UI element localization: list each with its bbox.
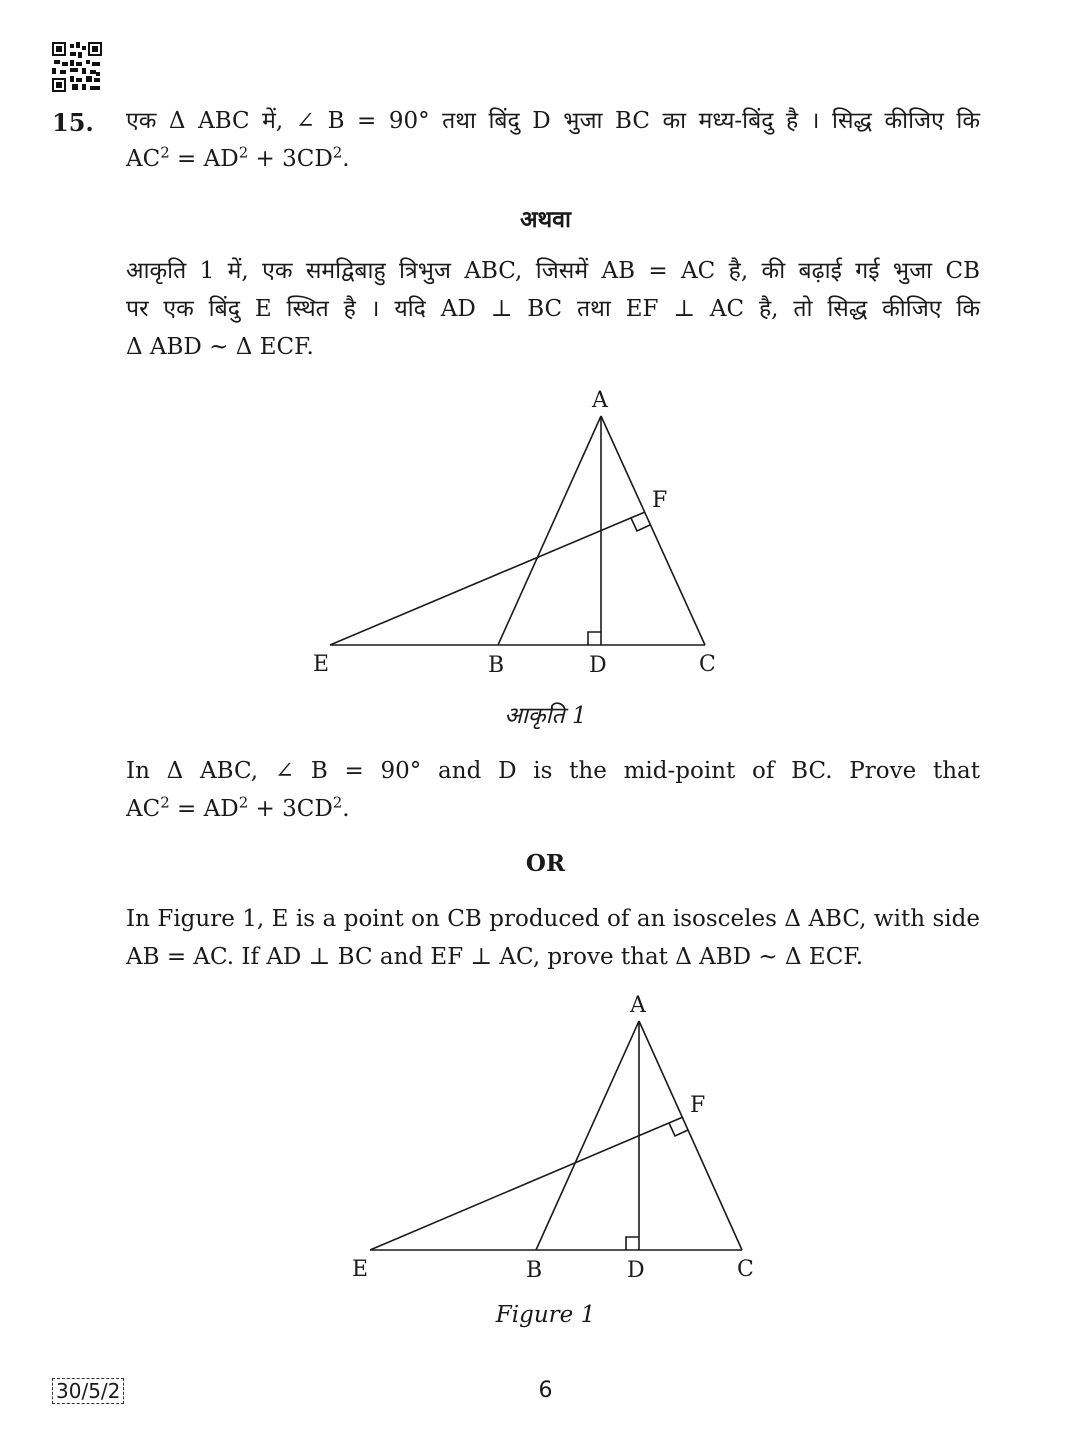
right-angle-d — [588, 632, 601, 645]
right-angle-d — [626, 1237, 639, 1250]
english-q2-line1: In Figure 1, E is a point on CB produced of an isosceles Δ ABC, with side — [126, 906, 980, 932]
hindi-triangle-figure — [300, 385, 740, 685]
english-q1-equation: $AC^2 = AD^2 + 3CD^2$. — [126, 793, 350, 822]
label-e: E — [352, 1257, 369, 1282]
english-q1-line1: In Δ ABC, ∠ B = 90° and D is the mid-point of BC. Prove that — [126, 758, 980, 784]
label-d: D — [589, 653, 607, 678]
label-a: A — [630, 993, 646, 1018]
english-or-label: OR — [525, 850, 566, 877]
hindi-or-label: अथवा — [519, 206, 571, 233]
page-number: 6 — [538, 1378, 553, 1403]
right-angle-f — [631, 518, 650, 531]
perpendicular-ef — [330, 512, 645, 645]
perpendicular-ef — [370, 1117, 683, 1250]
hindi-question-2 — [126, 252, 980, 366]
hindi-q2-line3: Δ ABD ~ Δ ECF. — [126, 334, 314, 360]
side-ac — [639, 1021, 742, 1250]
hindi-figure-caption: आकृति 1 — [504, 703, 587, 729]
side-ab — [498, 416, 601, 645]
label-e: E — [313, 652, 330, 677]
side-ac — [601, 416, 705, 645]
paper-code: 30/5/2 — [52, 1378, 124, 1404]
hindi-q1-line1: एक Δ ABC में, ∠ B = 90° तथा बिंदु D भुजा BC का मध्य-बिंदु है । सिद्ध कीजिए कि — [126, 108, 980, 134]
label-c: C — [737, 1257, 754, 1282]
english-figure-caption: Figure 1 — [495, 1302, 596, 1328]
label-f: F — [652, 488, 668, 513]
english-question-2 — [126, 900, 980, 976]
hindi-question-1 — [126, 102, 980, 178]
qr-code — [52, 42, 102, 92]
hindi-q1-equation: $AC^2 = AD^2 + 3CD^2$. — [126, 143, 350, 172]
question-number: 15. — [52, 108, 94, 137]
english-q2-line2: AB = AC. If AD ⊥ BC and EF ⊥ AC, prove that Δ ABD ~ Δ ECF. — [126, 944, 863, 970]
label-a: A — [592, 388, 608, 413]
english-triangle-figure — [340, 990, 780, 1290]
label-c: C — [699, 652, 716, 677]
label-f: F — [690, 1093, 706, 1118]
english-question-1 — [126, 752, 980, 828]
label-d: D — [627, 1258, 645, 1283]
side-ab — [536, 1021, 639, 1250]
hindi-q2-line2: पर एक बिंदु E स्थित है । यदि AD ⊥ BC तथा EF ⊥ AC है, तो सिद्ध कीजिए कि — [126, 296, 980, 322]
hindi-q2-line1: आकृति 1 में, एक समद्विबाहु त्रिभुज ABC, जिसमें AB = AC है, की बढ़ाई गई भुजा CB — [126, 258, 980, 284]
label-b: B — [526, 1258, 543, 1283]
label-b: B — [488, 653, 505, 678]
